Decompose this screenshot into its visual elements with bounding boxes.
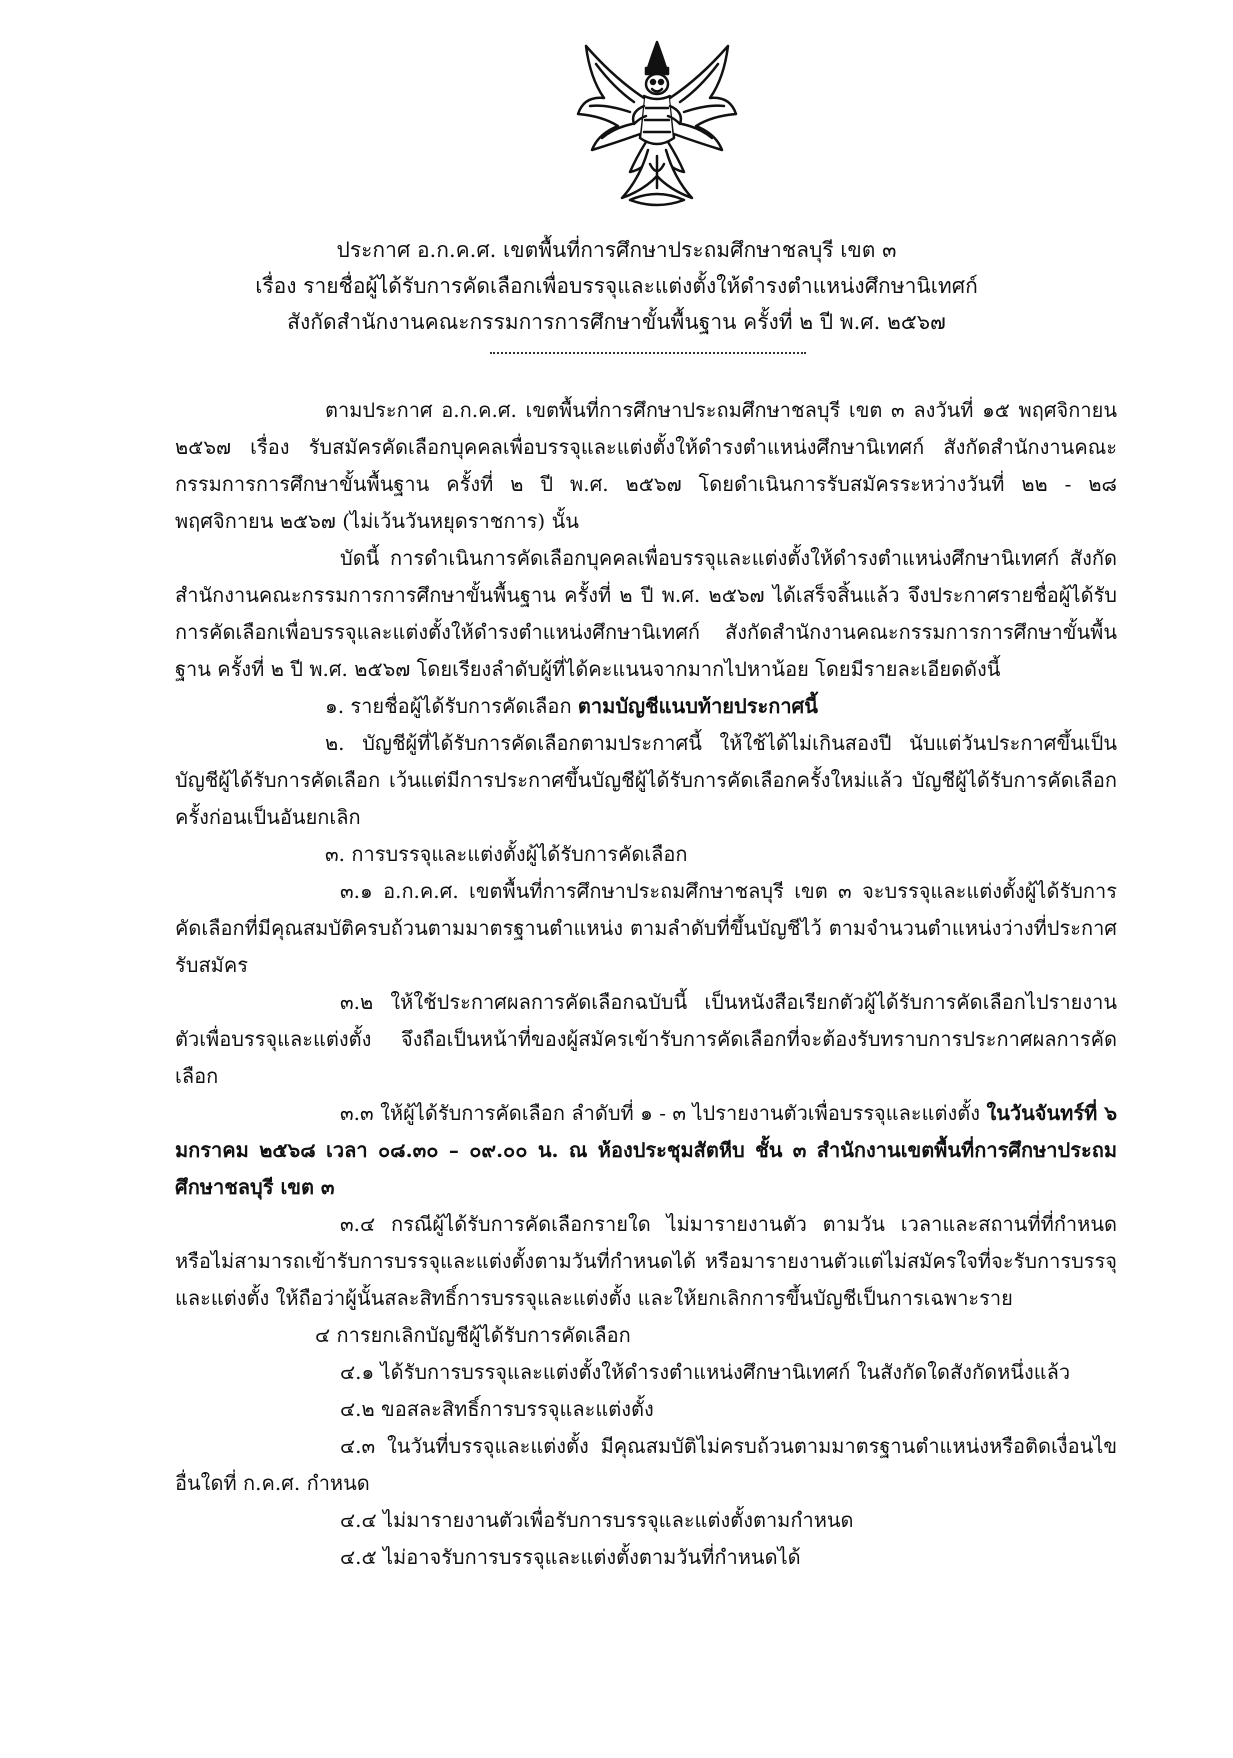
announcement-title: ประกาศ อ.ก.ค.ศ. เขตพื้นที่การศึกษาประถมศึกษาชลบุรี เขต ๓ [336, 238, 897, 262]
item-1 [175, 688, 1117, 725]
garuda-emblem-icon [574, 38, 740, 210]
item-3-1: ๓.๑ อ.ก.ค.ศ. เขตพื้นที่การศึกษาประถมศึกษาชลบุรี เขต ๓ จะบรรจุและแต่งตั้งผู้ได้รับการคัดเลือกที่มีคุณสมบัติครบถ้วนตามมาตรฐานตำแหน่ง ตามลำดับที่ขึ้นบัญชีไว้ ตามจำนวนตำแหน่งว่างที่ประกาศรับสมัคร [175, 879, 1117, 977]
item-2: ๒. บัญชีผู้ที่ได้รับการคัดเลือกตามประกาศนี้ ให้ใช้ได้ไม่เกินสองปี นับแต่วันประกาศขึ้นเป็นบัญชีผู้ได้รับการคัดเลือก เว้นแต่มีการประกาศขึ้นบัญชีผู้ได้รับการคัดเลือกครั้งใหม่แล้ว บัญชีผู้ได้รับการคัดเลือกครั้งก่อนเป็นอันยกเลิก [175, 731, 1117, 829]
announcement-affiliation: สังกัดสำนักงานคณะกรรมการการศึกษาขั้นพื้นฐาน ครั้งที่ ๒ ปี พ.ศ. ๒๕๖๗ [287, 310, 946, 334]
item-3-4: ๓.๔ กรณีผู้ได้รับการคัดเลือกรายใด ไม่มารายงานตัว ตามวัน เวลาและสถานที่ที่กำหนด หรือไม่สามารถเข้ารับการบรรจุและแต่งตั้งตามวันที่กำหนดได้ หรือมารายงานตัวแต่ไม่สมัครใจที่จะรับการบรรจุและแต่งตั้ง ให้ถือว่าผู้นั้นสละสิทธิ์การบรรจุและแต่งตั้ง และให้ยกเลิกการขึ้นบัญชีเป็นการเฉพาะราย [175, 1212, 1117, 1310]
paragraph-reference: ตามประกาศ อ.ก.ค.ศ. เขตพื้นที่การศึกษาประถมศึกษาชลบุรี เขต ๓ ลงวันที่ ๑๕ พฤศจิกายน ๒๕๖๗ เรื่อง รับสมัครคัดเลือกบุคคลเพื่อบรรจุและแต่งตั้งให้ดำรงตำแหน่งศึกษานิเทศก์ สังกัดสำนักงานคณะกรรมการการศึกษาขั้นพื้นฐาน ครั้งที่ ๒ ปี พ.ศ. ๒๕๖๗ โดยดำเนินการรับสมัครระหว่างวันที่ ๒๒ - ๒๘ พฤศจิกายน ๒๕๖๗ (ไม่เว้นวันหยุดราชการ) นั้น [175, 398, 1117, 533]
item-3-3-bold: ในวันจันทร์ที่ ๖ มกราคม ๒๕๖๘ เวลา ๐๘.๓๐ – ๐๙.๐๐ น. ณ ห้องประชุมสัตหีบ ชั้น ๓ สำนักงานเขตพื้นที่การศึกษาประถมศึกษาชลบุรี เขต ๓ [175, 1101, 1118, 1199]
item-4: ๔ การยกเลิกบัญชีผู้ได้รับการคัดเลือก [315, 1323, 631, 1347]
item-4-4: ๔.๔ ไม่มารายงานตัวเพื่อรับการบรรจุและแต่งตั้งตามกำหนด [340, 1508, 854, 1532]
item-3-3-text: ๓.๓ ให้ผู้ได้รับการคัดเลือก ลำดับที่ ๑ - ๓ ไปรายงานตัวเพื่อบรรจุและแต่งตั้ง [340, 1101, 987, 1125]
item-3-3 [175, 1095, 1117, 1206]
item-3-2: ๓.๒ ให้ใช้ประกาศผลการคัดเลือกฉบับนี้ เป็นหนังสือเรียกตัวผู้ได้รับการคัดเลือกไปรายงานตัวเพื่อบรรจุและแต่งตั้ง จึงถือเป็นหน้าที่ของผู้สมัครเข้ารับการคัดเลือกที่จะต้องรับทราบการประกาศผลการคัดเลือก [175, 990, 1117, 1088]
item-1-bold: ตามบัญชีแนบท้ายประกาศนี้ [577, 694, 818, 718]
item-4-1: ๔.๑ ได้รับการบรรจุและแต่งตั้งให้ดำรงตำแหน่งศึกษานิเทศก์ ในสังกัดใดสังกัดหนึ่งแล้ว [340, 1360, 1071, 1384]
item-4-2: ๔.๒ ขอสละสิทธิ์การบรรจุและแต่งตั้ง [340, 1397, 654, 1421]
paragraph-result: บัดนี้ การดำเนินการคัดเลือกบุคคลเพื่อบรรจุและแต่งตั้งให้ดำรงตำแหน่งศึกษานิเทศก์ สังกัดสำนักงานคณะกรรมการการศึกษาขั้นพื้นฐาน ครั้งที่ ๒ ปี พ.ศ. ๒๕๖๗ ได้เสร็จสิ้นแล้ว จึงประกาศรายชื่อผู้ได้รับการคัดเลือกเพื่อบรรจุและแต่งตั้งให้ดำรงตำแหน่งศึกษานิเทศก์ สังกัดสำนักงานคณะกรรมการการศึกษาขั้นพื้นฐาน ครั้งที่ ๒ ปี พ.ศ. ๒๕๖๗ โดยเรียงลำดับผู้ที่ได้คะแนนจากมากไปหาน้อย โดยมีรายละเอียดดังนี้ [175, 546, 1117, 681]
item-3: ๓. การบรรจุและแต่งตั้งผู้ได้รับการคัดเลือก [325, 842, 688, 866]
announcement-body [175, 392, 1117, 1576]
announcement-subject: เรื่อง รายชื่อผู้ได้รับการคัดเลือกเพื่อบรรจุและแต่งตั้งให้ดำรงตำแหน่งศึกษานิเทศก์ [255, 274, 978, 298]
separator-dotted-line [490, 352, 806, 354]
item-4-3: ๔.๓ ในวันที่บรรจุและแต่งตั้ง มีคุณสมบัติไม่ครบถ้วนตามมาตรฐานตำแหน่งหรือติดเงื่อนไขอื่นใดที่ ก.ค.ศ. กำหนด [175, 1434, 1117, 1495]
item-1-text: ๑. รายชื่อผู้ได้รับการคัดเลือก [325, 694, 578, 718]
item-4-5: ๔.๕ ไม่อาจรับการบรรจุและแต่งตั้งตามวันที่กำหนดได้ [340, 1545, 801, 1569]
